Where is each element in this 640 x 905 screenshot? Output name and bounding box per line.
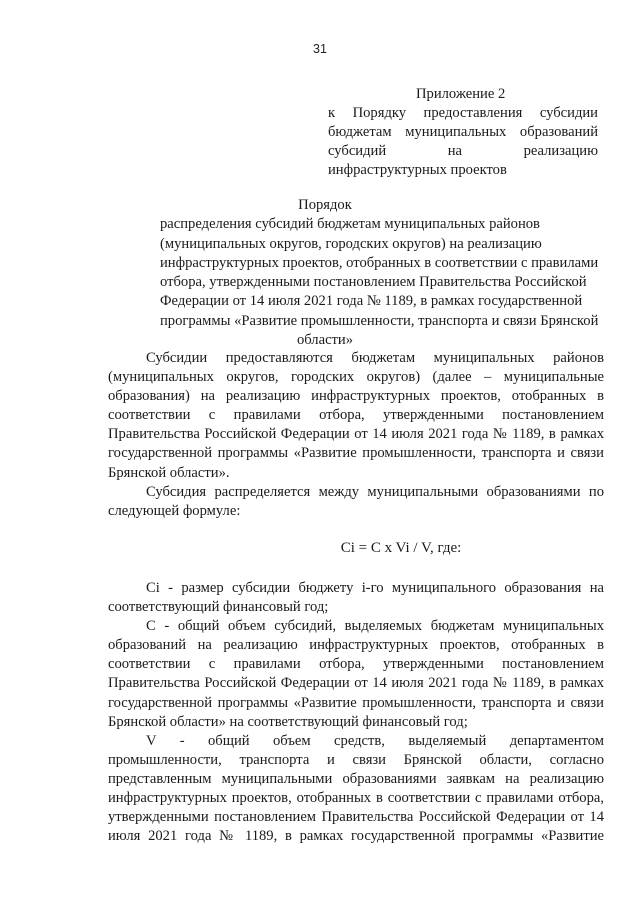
title-line: инфраструктурных проектов, отобранных в соответствии с правилами	[160, 254, 599, 271]
text-line: следующей формуле:	[108, 502, 241, 519]
title-line: распределения субсидий бюджетам муниципальных районов	[160, 216, 540, 233]
text-line: C - общий объем субсидий, выделяемых бюджетам муниципальных	[146, 618, 604, 635]
document-title	[160, 196, 599, 350]
appendix-block	[328, 85, 598, 180]
appendix-line: бюджетам муниципальных образований	[328, 124, 598, 140]
paragraph-distribution	[108, 483, 604, 521]
text-line: Субсидии предоставляются бюджетам муниципальных районов	[146, 350, 604, 366]
text-line: Ci - размер субсидии бюджету i-го муниципального образования на	[146, 579, 604, 596]
text-line: Субсидия распределяется между муниципальными образованиями по	[146, 483, 604, 500]
text-line: соответствии с правилами отбора, утвержденными постановлением	[108, 656, 604, 673]
appendix-body	[328, 104, 598, 180]
title-line: (муниципальных округов, городских округов) на реализацию	[160, 235, 542, 252]
paragraph-c-definition	[108, 617, 604, 732]
text-line: государственной программы «Развитие промышленности, транспорта и связи	[108, 445, 604, 462]
title-line: области»	[296, 332, 354, 349]
text-line: Правительства Российской Федерации от 14 июля 2021 года № 1189, в рамках	[108, 426, 604, 443]
text-line: (муниципальных округов, городских округов) (далее – муниципальные	[108, 369, 604, 386]
text-line: Правительства Российской Федерации от 14 июля 2021 года № 1189, в рамках	[108, 675, 604, 692]
text-line: июля 2021 года № 1189, в рамках государственной программы «Развитие	[108, 828, 604, 845]
text-line: государственной программы «Развитие промышленности, транспорта и связи	[108, 694, 604, 711]
text-line: Брянской области» на соответствующий финансовый год;	[108, 713, 468, 730]
title-line: отбора, утвержденными постановлением Правительства Российской	[160, 274, 587, 291]
paragraph-subsidies	[108, 349, 604, 483]
appendix-line: инфраструктурных проектов	[328, 162, 507, 178]
paragraph-ci-definition	[108, 579, 604, 617]
paragraph-v-definition	[108, 732, 604, 847]
appendix-line: к Порядку предоставления субсидии	[328, 105, 598, 121]
text-line: промышленности, транспорта и связи Брянской области, согласно	[108, 751, 604, 768]
document-body	[108, 349, 604, 846]
text-line: Брянской области».	[108, 464, 230, 481]
page-number: 31	[313, 42, 327, 56]
title-line: программы «Развитие промышленности, транспорта и связи Брянской	[160, 312, 599, 329]
title-heading: Порядок	[298, 197, 352, 213]
appendix-line: субсидий на реализацию	[328, 143, 598, 159]
text-line: утвержденными постановлением Правительства Российской Федерации от 14	[108, 809, 604, 826]
text-line: образований на реализацию инфраструктурных проектов, отобранных в	[108, 637, 604, 654]
text-line: образования) на реализацию инфраструктурных проектов, отобранных в	[108, 388, 604, 405]
text-line: представленным муниципальными образованиями заявкам на реализацию	[108, 770, 604, 787]
appendix-title: Приложение 2	[416, 86, 506, 102]
text-line: соответствии с правилами отбора, утвержденными постановлением	[108, 407, 604, 424]
text-line: V - общий объем средств, выделяемый департаментом	[146, 732, 604, 749]
text-line: соответствующий финансовый год;	[108, 599, 329, 616]
formula: Ci = C x Vi / V, где:	[340, 539, 462, 556]
text-line: инфраструктурных проектов, отобранных в соответствии с правилами отбора,	[108, 789, 604, 806]
title-line: Федерации от 14 июля 2021 года № 1189, в рамках государственной	[160, 293, 583, 310]
